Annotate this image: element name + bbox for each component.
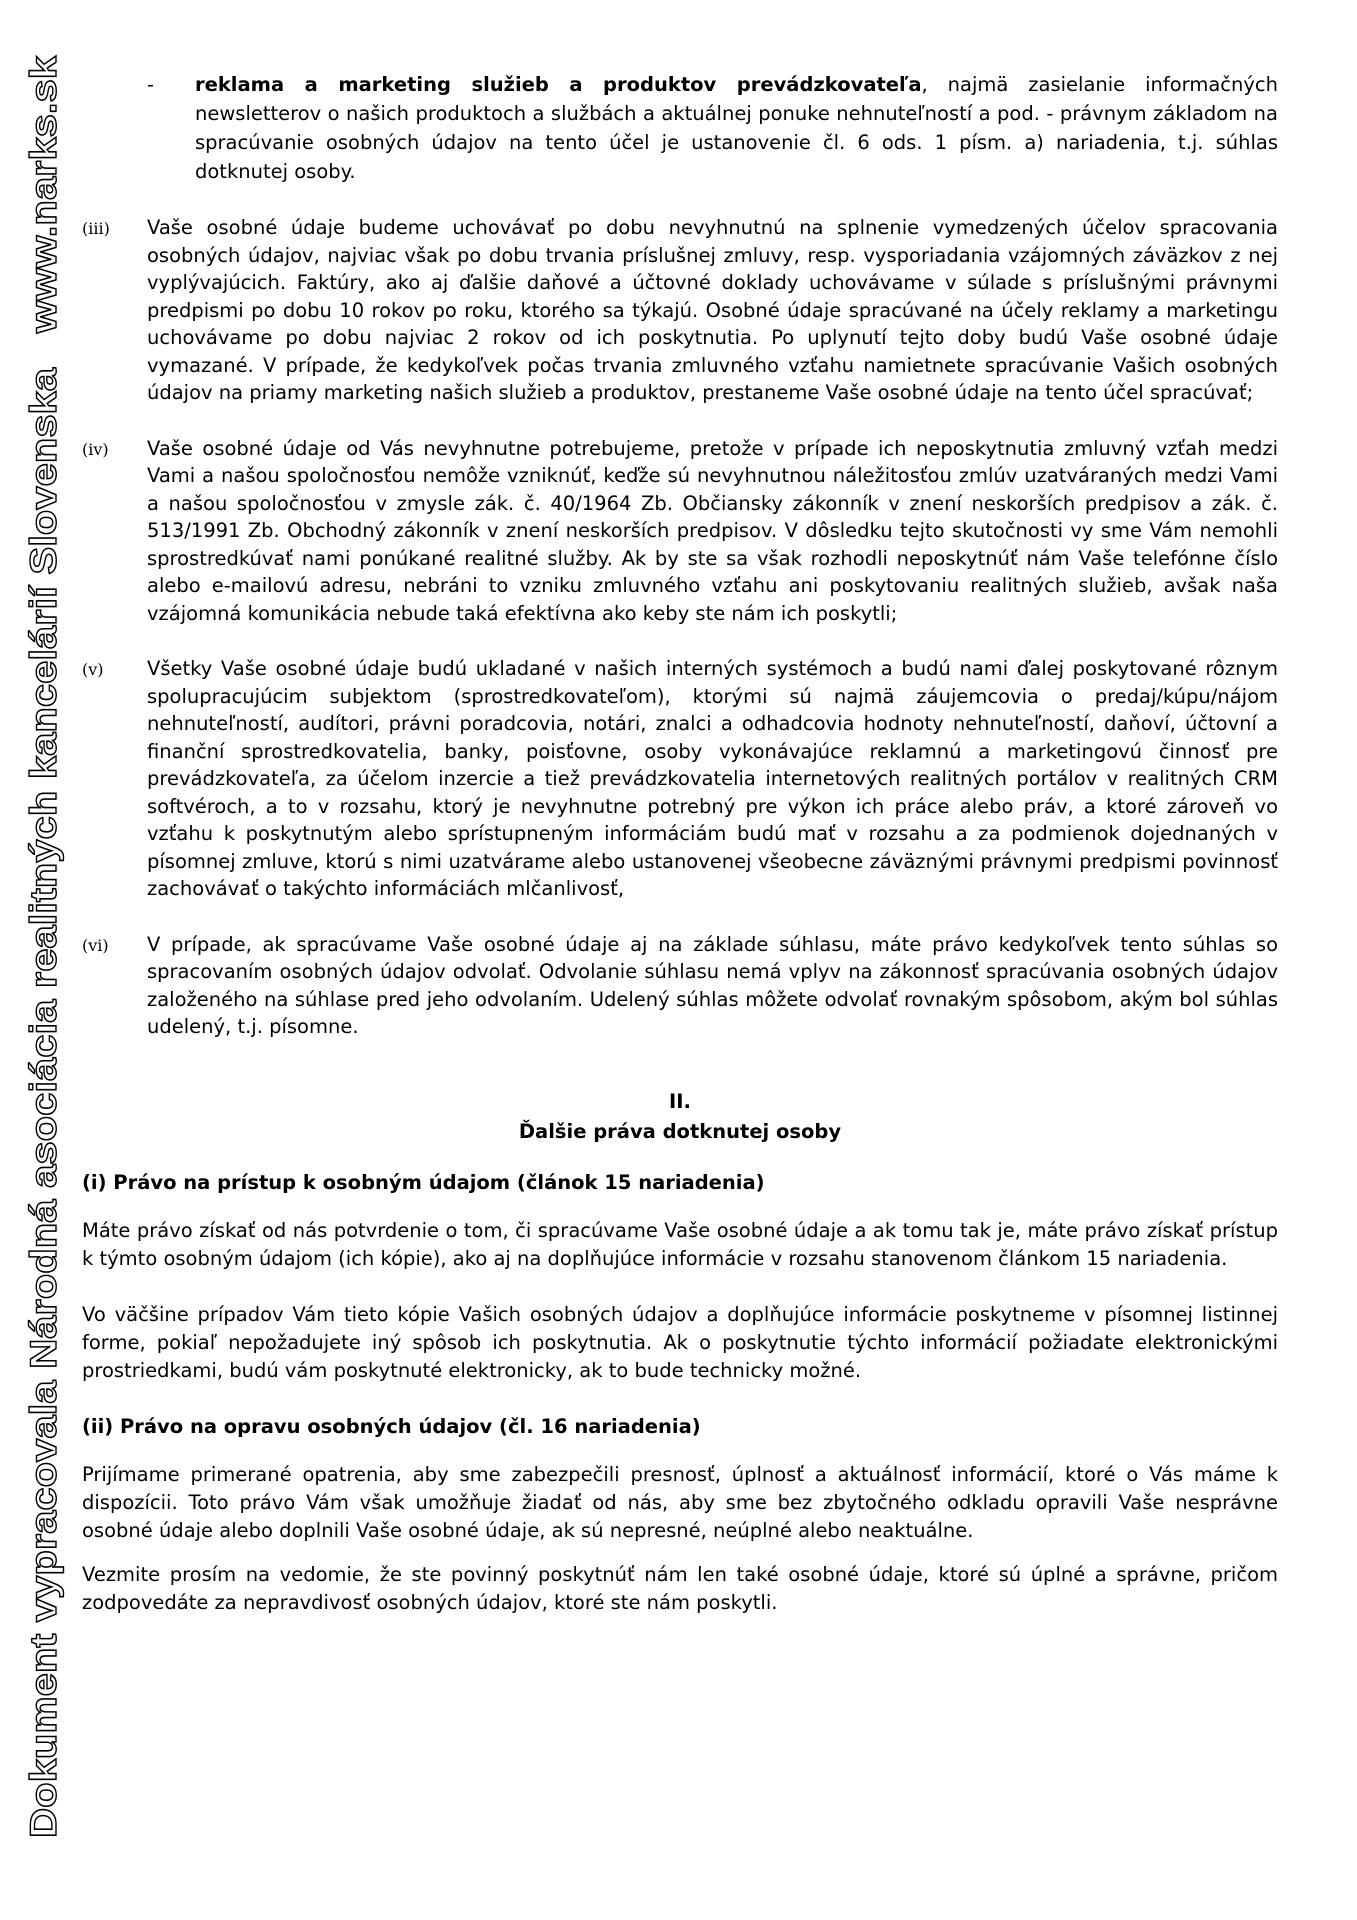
subsection-heading-access: (i) Právo na prístup k osobným údajom (článok 15 nariadenia) bbox=[82, 1170, 765, 1194]
vertical-watermark bbox=[22, 48, 66, 1838]
marketing-bullet bbox=[82, 70, 1278, 186]
document-body bbox=[82, 70, 1278, 1645]
item-text: Vaše osobné údaje od Vás nevyhnutne potrebujeme, pretože v prípade ich neposkytnutia zmluvný vzťah medzi Vami a našou spoločnosťou nemôže vzniknúť, keďže sú nevyhnutnou náležitosťou zmlúv uzatváraných medzi Vami a našou spoločnosťou v zmysle zák. č. 40/1964 Zb. Občiansky zákonník v znení neskorších predpisov a zák. č. 513/1991 Zb. Obchodný zákonník v znení neskorších predpisov. V dôsledku tejto skutočnosti vy sme Vám nemohli sprostredkúvať nami ponúkané realitné služby. Ak by ste sa však rozhodli neposkytnúť nám Vaše telefónne číslo alebo e-mailovú adresu, nebráni to vzniku zmluvného vzťahu ani poskytovaniu realitných služieb, avšak naša vzájomná komunikácia nebude taká efektívna ako keby ste nám ich poskytli; bbox=[147, 436, 1278, 625]
item-text: Vaše osobné údaje budeme uchovávať po dobu nevyhnutnú na splnenie vymedzených účelov spracovania osobných údajov, najviac však po dobu trvania príslušnej zmluvy, resp. vysporiadania vzájomných záväzkov z nej vyplývajúcich. Faktúry, ako aj ďalšie daňové a účtovné doklady uchovávame v súlade s príslušnými právnymi predpismi po dobu 10 rokov po roku, ktorého sa týkajú. Osobné údaje spracúvané na účely reklamy a marketingu uchovávame po dobu najviac 2 rokov od ich poskytnutia. Po uplynutí tejto doby budú Vaše osobné údaje vymazané. V prípade, že kedykoľvek počas trvania zmluvného vzťahu namietnete spracúvanie Vašich osobných údajov na priamy marketing našich služieb a produktov, prestaneme Vaše osobné údaje na tento účel spracúvať; bbox=[147, 216, 1278, 404]
list-item-v bbox=[82, 655, 1278, 903]
bullet-bold-text: reklama a marketing služieb a produktov prevádzkovateľa bbox=[195, 73, 922, 96]
section-heading bbox=[82, 1087, 1278, 1147]
section-number: II. bbox=[669, 1089, 691, 1113]
watermark-text: Dokument vypracovala Národná asociácia realitných kancelárií Slovenska www.narks.sk bbox=[23, 259, 64, 1838]
item-number: (v) bbox=[82, 660, 104, 679]
list-item-iv bbox=[82, 435, 1278, 628]
bullet-dash: - bbox=[147, 73, 155, 96]
paragraph: Vezmite prosím na vedomie, že ste povinný poskytnúť nám len také osobné údaje, ktoré sú úplné a správne, pričom zodpovedáte za nepravdivosť osobných údajov, ktoré ste nám poskytli. bbox=[82, 1562, 1278, 1614]
paragraph: Máte právo získať od nás potvrdenie o tom, či spracúvame Vaše osobné údaje a ak tomu tak je, máte právo získať prístup k týmto osobným údajom (ich kópie), ako aj na doplňujúce informácie v rozsahu stanovenom článkom 15 nariadenia. bbox=[82, 1218, 1278, 1270]
list-item-iii bbox=[82, 214, 1278, 407]
item-number: (iv) bbox=[82, 439, 109, 459]
section-title: Ďalšie práva dotknutej osoby bbox=[518, 1119, 842, 1143]
item-text: V prípade, ak spracúvame Vaše osobné údaje aj na základe súhlasu, máte právo kedykoľvek tento súhlas so spracovaním osobných údajov odvolať. Odvolanie súhlasu nemá vplyv na zákonnosť spracúvania osobných údajov založeného na súhlase pred jeho odvolaním. Udelený súhlas môžete odvolať rovnakým spôsobom, akým bol súhlas udelený, t.j. písomne. bbox=[147, 932, 1278, 1038]
item-number: (iii) bbox=[82, 219, 110, 238]
paragraph: Prijímame primerané opatrenia, aby sme zabezpečili presnosť, úplnosť a aktuálnosť informácií, ktoré o Vás máme k dispozícii. Toto právo Vám však umožňuje žiadať od nás, aby sme bez zbytočného odkladu opravili Vaše nesprávne osobné údaje alebo doplnili Vaše osobné údaje, ak sú nepresné, neúplné alebo neaktuálne. bbox=[82, 1462, 1278, 1542]
paragraph: Vo väčšine prípadov Vám tieto kópie Vašich osobných údajov a doplňujúce informácie poskytneme v písomnej listinnej forme, pokiaľ nepožadujete iný spôsob ich poskytnutia. Ak o poskytnutie týchto informácií požiadate elektronickými prostriedkami, budú vám poskytnuté elektronicky, ak to bude technicky možné. bbox=[82, 1302, 1278, 1382]
list-item-vi bbox=[82, 931, 1278, 1041]
bullet-text: , najmä zasielanie informačných newsletterov o našich produktoch a službách a aktuálnej ponuke nehnuteľností a pod. - právnym základom na spracúvanie osobných údajov na tento účel je ustanovenie čl. 6 ods. 1 písm. a) nariadenia, t.j. súhlas dotknutej osoby. bbox=[195, 73, 1279, 183]
subsection-heading-correction: (ii) Právo na opravu osobných údajov (čl. 16 nariadenia) bbox=[82, 1414, 701, 1438]
item-number: (vi) bbox=[82, 935, 109, 955]
item-text: Všetky Vaše osobné údaje budú ukladané v našich interných systémoch a budú nami ďalej poskytované rôznym spolupracujúcim subjektom (sprostredkovateľom), ktorými sú najmä záujemcovia o predaj/kúpu/nájom nehnuteľností, audítori, právni poradcovia, notári, znalci a odhadcovia hodnoty nehnuteľností, daňoví, účtovní a finanční sprostredkovatelia, banky, poisťovne, osoby vykonávajúce reklamnú a marketingovú činnosť pre prevádzkovateľa, za účelom inzercie a tiež prevádzkovatelia internetových realitných portálov v realitných CRM softvéroch, a to v rozsahu, ktorý je nevyhnutne potrebný pre výkon ich práce alebo práv, a ktoré zároveň vo vzťahu k poskytnutým alebo sprístupneným informáciám budú mať v rozsahu a za podmienok dojednaných v písomnej zmluve, ktorú s nimi uzatvárame alebo ustanovenej všeobecne záväznými právnymi predpismi povinnosť zachovávať o takýchto informáciách mlčanlivosť, bbox=[147, 657, 1278, 900]
